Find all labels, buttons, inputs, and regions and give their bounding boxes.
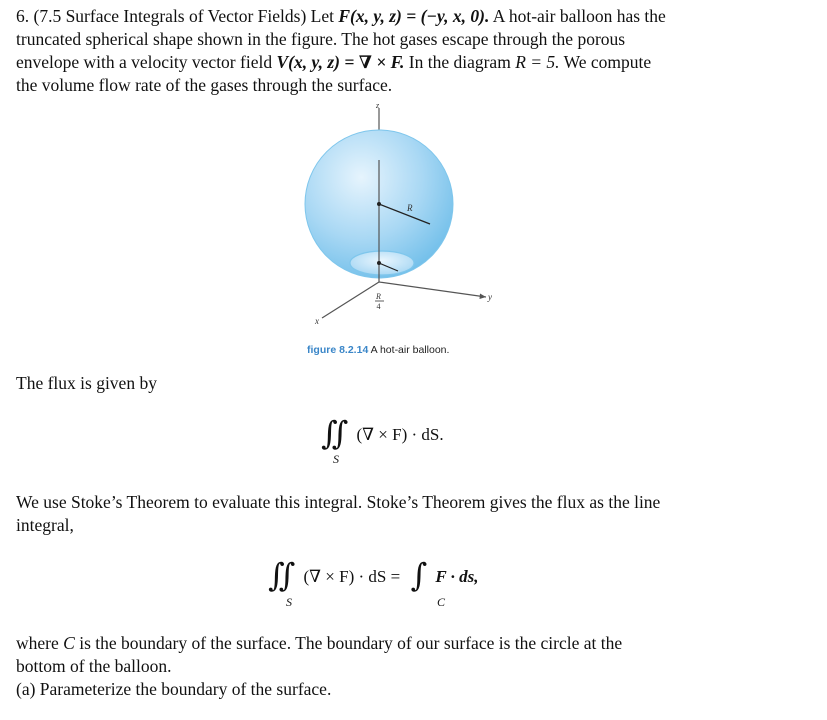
y-axis-arrow [480,294,487,300]
figure-caption [307,344,449,356]
fraction-numerator: R [376,292,381,301]
boundary-text-1b: is the boundary of the surface. The boundary of our surface is the circle at the [79,633,623,653]
intro-text-3b: In the diagram [408,52,511,72]
radius-label: R [407,203,413,213]
radius-definition: R = 5. [515,52,560,72]
intro-text-3c: We compute [563,52,652,72]
flux-label: The flux is given by [16,373,157,393]
boundary-variable: C [63,633,75,653]
boundary-paragraph [16,632,811,678]
problem-section: (7.5 Surface Integrals of Vector Fields) [33,6,307,26]
figure-number: figure 8.2.14 [307,344,369,356]
double-integral-sign: ∬ [321,414,339,452]
intro-text-4: the volume flow rate of the gases through the surface. [16,75,393,95]
stokes-paragraph [16,491,811,537]
velocity-definition: V(x, y, z) = ∇ × F. [276,52,405,72]
x-axis-label: x [315,316,319,326]
rhs-subscript: C [437,595,446,609]
flux-integral [321,410,444,466]
balloon-figure [290,100,530,345]
lhs-double-integral-sign: ∬ [268,556,286,594]
z-axis-label: z [376,101,380,110]
part-a-question: (a) Parameterize the boundary of the surface. [16,679,332,699]
y-axis [379,282,486,297]
flux-subscript: S [333,452,339,466]
balloon-diagram [290,100,530,345]
fraction-denominator: 4 [376,302,381,311]
intro-text-3a: envelope with a velocity vector field [16,52,273,72]
boundary-text-1a: where [16,633,59,653]
lhs-subscript: S [286,595,292,609]
figure-caption-text: A hot-air balloon. [370,344,450,356]
field-definition: F(x, y, z) = (−y, x, 0). [338,6,490,26]
line-integral-sign: ∫ [410,556,428,594]
rhs-integrand: F · ds, [435,567,479,586]
boundary-text-2: bottom of the balloon. [16,656,172,676]
intro-text-1b: A hot-air balloon has the [492,6,666,26]
stokes-line-2: integral, [16,515,74,535]
x-axis [322,282,379,318]
intro-text-2: truncated spherical shape shown in the figure. The hot gases escape through the porous [16,29,626,49]
lhs-integrand: (∇ × F) · dS = [303,567,401,586]
intro-text-1a: Let [310,6,334,26]
problem-number: 6. [16,6,30,26]
y-axis-label: y [488,292,492,302]
balloon-bottom-circle [350,251,414,275]
flux-integrand: (∇ × F) · dS. [356,425,444,444]
stokes-line-1: We use Stoke’s Theorem to evaluate this integral. Stoke’s Theorem gives the flux as the line [16,492,661,512]
problem-statement [16,5,811,97]
stokes-equation [268,552,479,609]
